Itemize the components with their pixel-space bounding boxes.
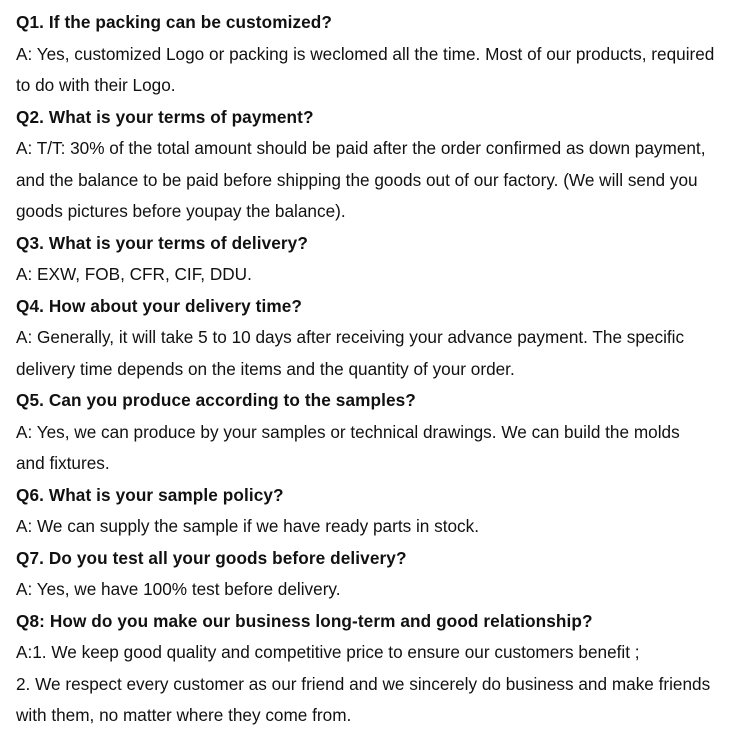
faq-answer-line: goods pictures before youpay the balance). bbox=[16, 201, 346, 221]
faq-answer-line: and the balance to be paid before shipping the goods out of our factory. (We will send you bbox=[16, 169, 698, 190]
faq-answer-line: to do with their Logo. bbox=[16, 75, 176, 95]
faq-answer-line: 2. We respect every customer as our friend and we sincerely do business and make friends bbox=[16, 673, 711, 694]
faq-question-4: Q4. How about your delivery time? bbox=[16, 295, 302, 316]
faq-answer-line: A: EXW, FOB, CFR, CIF, DDU. bbox=[16, 264, 252, 284]
faq-answer-line: A: We can supply the sample if we have ready parts in stock. bbox=[16, 516, 480, 536]
faq-answer-line: A: Generally, it will take 5 to 10 days after receiving your advance payment. The specific bbox=[16, 327, 685, 347]
faq-answer-line: A: Yes, we can produce by your samples or technical drawings. We can build the molds bbox=[16, 421, 680, 442]
faq-question-2: Q2. What is your terms of payment? bbox=[16, 106, 314, 127]
faq-answer-line: A: T/T: 30% of the total amount should be paid after the order confirmed as down payment, bbox=[16, 138, 706, 158]
faq-question-1: Q1. If the packing can be customized? bbox=[16, 12, 333, 32]
faq-answer-line: and fixtures. bbox=[16, 453, 110, 473]
faq-list bbox=[16, 7, 738, 732]
faq-answer-line: delivery time depends on the items and the quantity of your order. bbox=[16, 358, 515, 379]
faq-question-6: Q6. What is your sample policy? bbox=[16, 484, 284, 505]
faq-question-7: Q7. Do you test all your goods before delivery? bbox=[16, 547, 407, 568]
faq-question-8: Q8: How do you make our business long-term and good relationship? bbox=[16, 610, 593, 631]
faq-question-5: Q5. Can you produce according to the samples? bbox=[16, 390, 416, 410]
faq-question-3: Q3. What is your terms of delivery? bbox=[16, 232, 308, 253]
faq-answer-line: A: Yes, customized Logo or packing is weclomed all the time. Most of our products, required bbox=[16, 43, 715, 64]
faq-answer-line: A: Yes, we have 100% test before delivery. bbox=[16, 579, 341, 599]
faq-answer-line: A:1. We keep good quality and competitive price to ensure our customers benefit ; bbox=[16, 642, 640, 662]
faq-answer-line: with them, no matter where they come from. bbox=[16, 705, 352, 725]
